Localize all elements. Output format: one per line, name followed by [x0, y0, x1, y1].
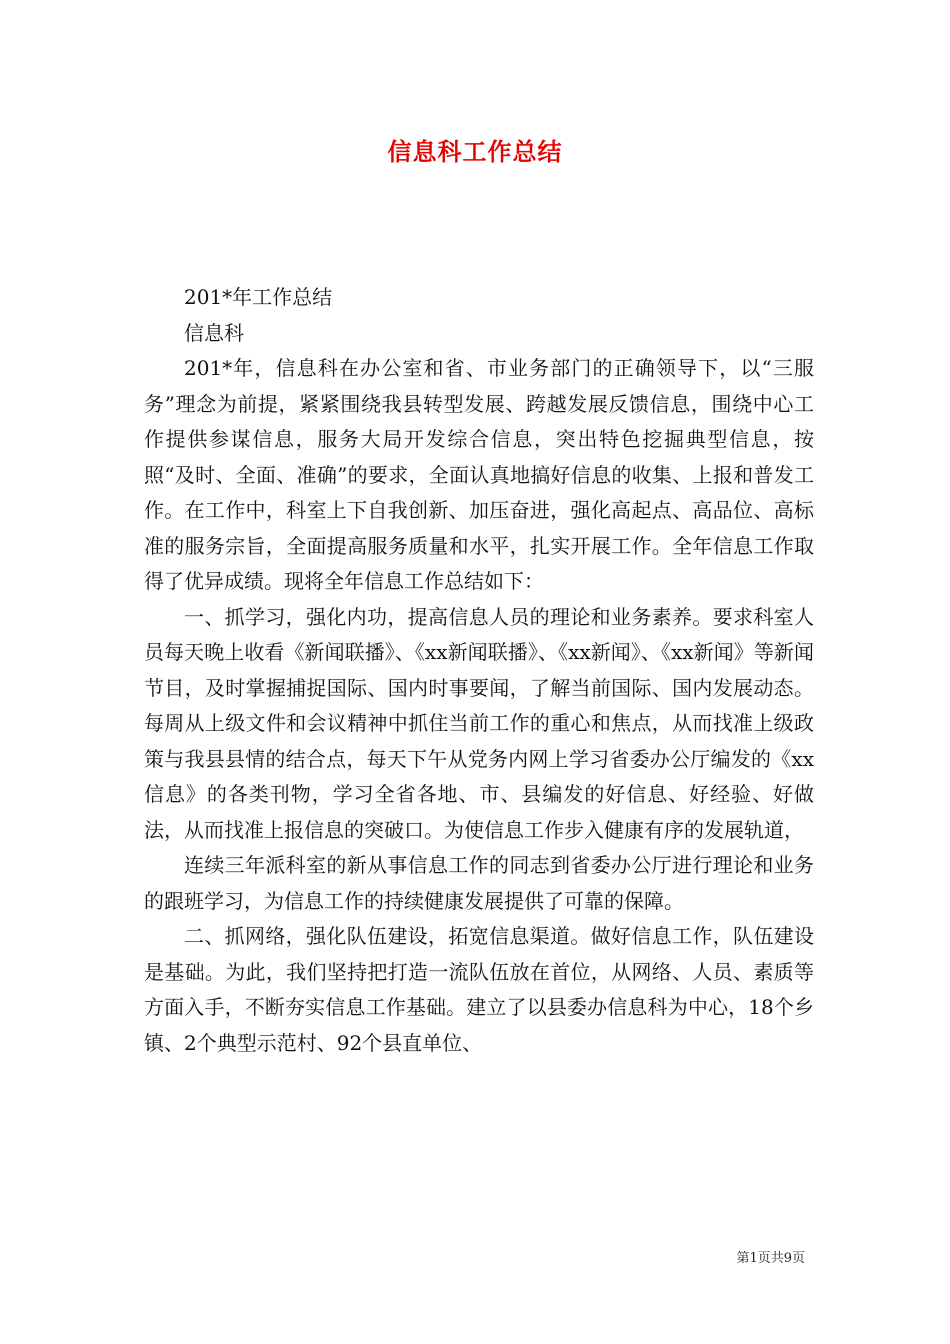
- paragraph-department: 信息科: [184, 320, 244, 345]
- paragraph-section-two: 二、抓网络，强化队伍建设，拓宽信息渠道。做好信息工作，队伍建设是基础。为此，我们坚持把打造一流队伍放在首位，从网络、人员、素质等方面入手，不断夯实信息工作基础。建立了以县委办信息科为中心，18个乡镇、2个典型示范村、92个县直单位、: [144, 924, 814, 1055]
- paragraph-subtitle: 201*年工作总结: [184, 285, 333, 309]
- paragraph-section-one: 一、抓学习，强化内功，提高信息人员的理论和业务素养。要求科室人员每天晚上收看《新闻联播》、《xx新闻联播》、《xx新闻》、《xx新闻》等新闻节目，及时掌握捕捉国际、国内时事要闻，了解当前国际、国内发展动态。每周从上级文件和会议精神中抓住当前工作的重心和焦点，从而找准上级政策与我县县情的结合点，每天下午从党务内网上学习省委办公厅编发的《xx信息》的各类刊物，学习全省各地、市、县编发的好信息、好经验、好做法，从而找准上报信息的突破口。为使信息工作步入健康有序的发展轨道，: [144, 604, 814, 842]
- page-title: 信息科工作总结: [387, 138, 563, 166]
- paragraph-section-one-cont: 连续三年派科室的新从事信息工作的同志到省委办公厅进行理论和业务的跟班学习，为信息工作的持续健康发展提供了可靠的保障。: [144, 853, 814, 913]
- paragraph-intro: 201*年，信息科在办公室和省、市业务部门的正确领导下，以“三服务”理念为前提，紧紧围绕我县转型发展、跨越发展反馈信息，围绕中心工作提供参谋信息，服务大局开发综合信息，突出特色挖掘典型信息，按照“及时、全面、准确”的要求，全面认真地搞好信息的收集、上报和普发工作。在工作中，科室上下自我创新、加压奋进，强化高起点、高品位、高标准的服务宗旨，全面提高服务质量和水平，扎实开展工作。全年信息工作取得了优异成绩。现将全年信息工作总结如下：: [144, 356, 814, 593]
- page-number: 第1页共9页: [736, 1251, 805, 1266]
- document-body: [144, 280, 814, 1061]
